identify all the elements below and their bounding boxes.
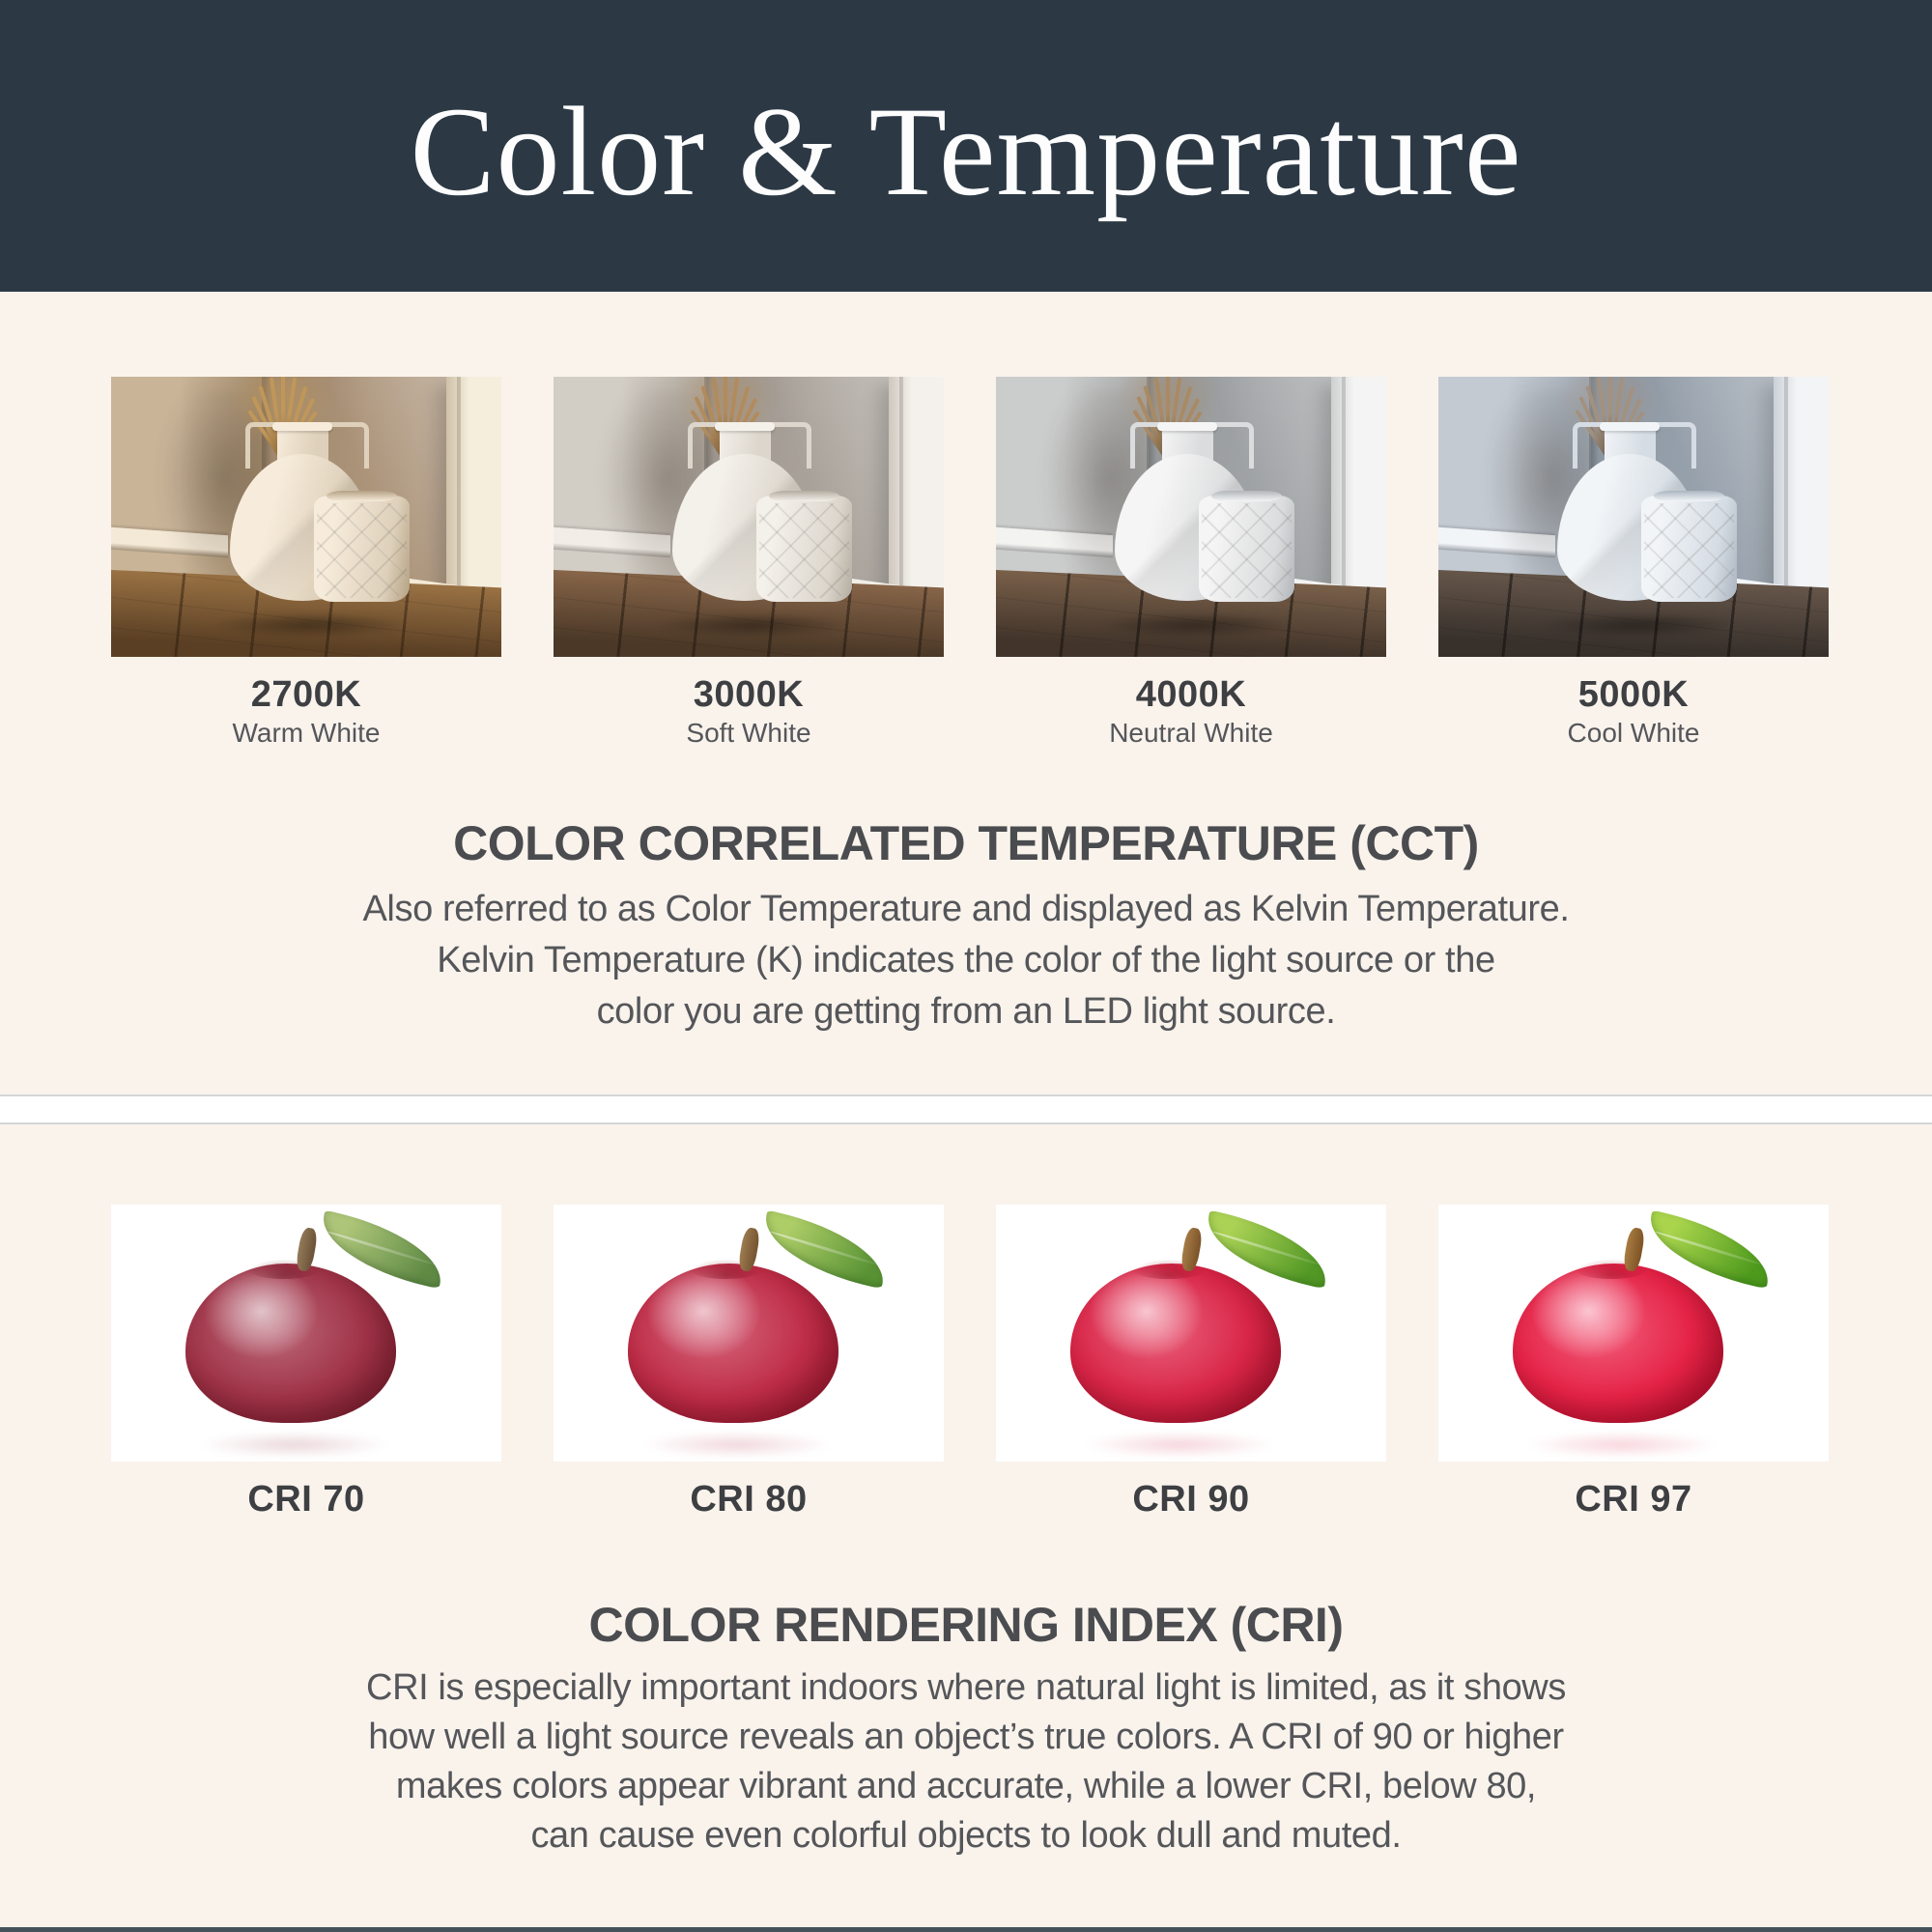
small-faceted-vase [756, 496, 852, 602]
cri-description-line: makes colors appear vibrant and accurate, while a lower CRI, below 80, [395, 1766, 1537, 1806]
cri-section [0, 1124, 1932, 1932]
cct-description-line: color you are getting from an LED light source. [596, 991, 1336, 1032]
vase-room-photo-2700k [111, 377, 501, 657]
floor-shadow [655, 612, 850, 638]
cri-panel-80 [554, 1205, 944, 1521]
cri-label: CRI 97 [1575, 1479, 1692, 1520]
apple-reflection [1086, 1432, 1273, 1458]
cct-panel-5000k [1438, 377, 1829, 751]
cct-panel-3000k [554, 377, 944, 751]
kelvin-name: Warm White [232, 718, 381, 748]
cct-panel-2700k [111, 377, 501, 751]
floor-shadow [1097, 612, 1293, 638]
apple-reflection [1528, 1432, 1716, 1458]
cri-description-line: can cause even colorful objects to look dull and muted. [530, 1815, 1402, 1856]
apple [185, 1264, 396, 1423]
cct-panel-4000k [996, 377, 1386, 751]
floor-shadow [213, 612, 408, 638]
apple [1070, 1264, 1281, 1423]
page-title: Color & Temperature [410, 79, 1522, 222]
cri-label: CRI 90 [1132, 1479, 1250, 1520]
cri-image-row [111, 1124, 1932, 1521]
apple-photo-cri-90 [996, 1205, 1386, 1462]
small-faceted-vase [314, 496, 410, 602]
header-banner [0, 0, 1932, 292]
cri-panel-90 [996, 1205, 1386, 1521]
cabinet-door [1331, 377, 1386, 598]
cct-description [0, 884, 1932, 1037]
apple-photo-cri-97 [1438, 1205, 1829, 1462]
kelvin-label: 3000K [693, 674, 805, 715]
apple-group [1438, 1205, 1829, 1462]
apple-photo-cri-80 [554, 1205, 944, 1462]
apple-group [111, 1205, 501, 1462]
cabinet-panel-edge [1342, 377, 1345, 589]
small-faceted-vase [1641, 496, 1737, 602]
cri-description-line: CRI is especially important indoors where natural light is limited, as it shows [366, 1667, 1566, 1708]
cabinet-panel-edge [1784, 377, 1787, 589]
section-divider [0, 1094, 1932, 1124]
apple-reflection [201, 1432, 388, 1458]
kelvin-label: 5000K [1577, 674, 1690, 715]
cri-description-line: how well a light source reveals an object’s true colors. A CRI of 90 or higher [368, 1717, 1564, 1757]
cri-panel-97 [1438, 1205, 1829, 1521]
cabinet-door [446, 377, 501, 598]
vase-room-photo-3000k [554, 377, 944, 657]
cri-description [0, 1663, 1932, 1861]
apple-group [554, 1205, 944, 1462]
cri-label: CRI 80 [690, 1479, 808, 1520]
apple-group [996, 1205, 1386, 1462]
floor-shadow [1540, 612, 1735, 638]
cri-label: CRI 70 [247, 1479, 365, 1520]
cct-heading: COLOR CORRELATED TEMPERATURE (CCT) [453, 816, 1479, 870]
cct-image-row [111, 292, 1932, 751]
kelvin-name: Cool White [1567, 718, 1700, 748]
cabinet-door [1774, 377, 1829, 598]
kelvin-label: 4000K [1135, 674, 1247, 715]
apple-reflection [643, 1432, 831, 1458]
kelvin-label: 2700K [250, 674, 362, 715]
cct-description-line: Also referred to as Color Temperature and displayed as Kelvin Temperature. [362, 889, 1570, 929]
cabinet-panel-edge [899, 377, 902, 589]
apple [1513, 1264, 1723, 1423]
kelvin-name: Soft White [686, 718, 811, 748]
vase-room-photo-4000k [996, 377, 1386, 657]
cct-description-line: Kelvin Temperature (K) indicates the color of the light source or the [437, 940, 1495, 980]
cabinet-door [889, 377, 944, 598]
cri-heading: COLOR RENDERING INDEX (CRI) [588, 1598, 1344, 1652]
cct-section [0, 292, 1932, 1094]
cabinet-panel-edge [457, 377, 460, 589]
small-faceted-vase [1199, 496, 1294, 602]
vase-room-photo-5000k [1438, 377, 1829, 657]
bottom-border-strip [0, 1927, 1932, 1932]
cri-panel-70 [111, 1205, 501, 1521]
apple-photo-cri-70 [111, 1205, 501, 1462]
kelvin-name: Neutral White [1109, 718, 1273, 748]
apple [628, 1264, 838, 1423]
